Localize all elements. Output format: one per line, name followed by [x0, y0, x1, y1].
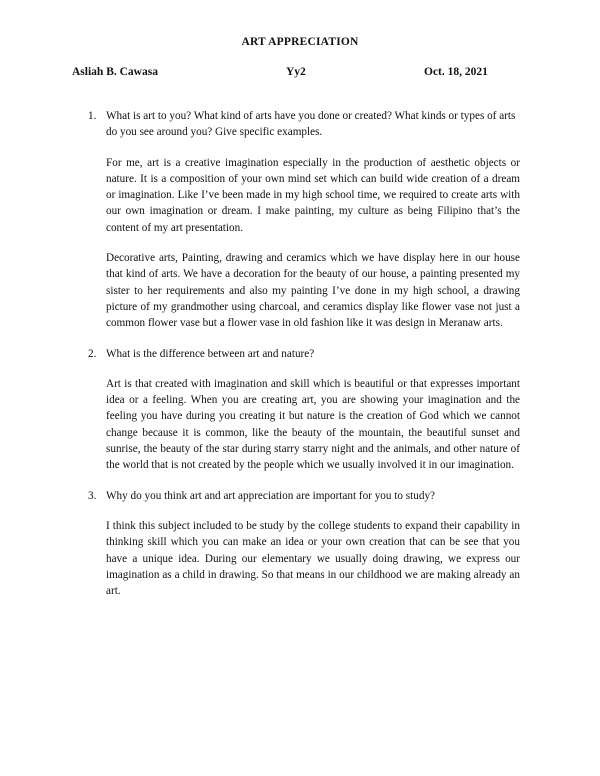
question-3 — [88, 488, 520, 504]
answer-paragraph: For me, art is a creative imagination especially in the production of aesthetic objects or nature. It is a composition of your own mind set which can build wide creation of a dream or imagination. Like I’ve been made in my high school time, we required to create arts with our own imagination or dream. I make painting, my culture as being Filipino that’s the content of my art presentation. — [106, 156, 520, 234]
question-text: What is art to you? What kind of arts have you done or created? What kinds or types of arts do you see around you? Give specific examples. — [106, 110, 516, 139]
student-name: Asliah B. Cawasa — [72, 66, 158, 78]
question-text: Why do you think art and art appreciation are important for you to study? — [106, 489, 436, 502]
question-number: 2. — [88, 347, 97, 360]
answer-paragraph: Art is that created with imagination and skill which is beautiful or that expresses important idea or a feeling. When you are creating art, you are showing your imagination and the feeling you have during you creating it but nature is the creation of God which we cannot change because it is common, like the beauty of the mountain, the beautiful sunset and sunrise, the beauty of the star during starry starry night and the animals, and other nature of the world that is not created by the people which we usually involved it in our imagination. — [106, 377, 520, 472]
question-2 — [88, 346, 520, 362]
page-title: ART APPRECIATION — [241, 36, 359, 48]
question-number: 1. — [88, 110, 97, 122]
answer-paragraph: I think this subject included to be study by the college students to expand their capability in thinking skill which you can make an idea or your own creation that can be see that you have a unique idea. During our elementary we usually doing drawing, we express our imagination as a child in drawing. So that means in our childhood we are making already an art. — [106, 519, 520, 598]
question-number: 3. — [88, 489, 97, 502]
document-body — [88, 108, 520, 613]
answer-paragraph: Decorative arts, Painting, drawing and ceramics which we have display here in our house that kind of arts. We have a decoration for the beauty of our house, a painting presented my sister to her requirements and also my painting I’ve done in my high school, a drawing picture of my grandmother using charcoal, and ceramics display like flower vase not just a common flower vase but a flower vase in old fashion like it was design in Meranaw arts. — [106, 252, 520, 330]
year-level: Yy2 — [286, 66, 306, 78]
question-1 — [88, 108, 520, 141]
question-text: What is the difference between art and nature? — [106, 347, 315, 360]
document-date: Oct. 18, 2021 — [424, 66, 488, 78]
